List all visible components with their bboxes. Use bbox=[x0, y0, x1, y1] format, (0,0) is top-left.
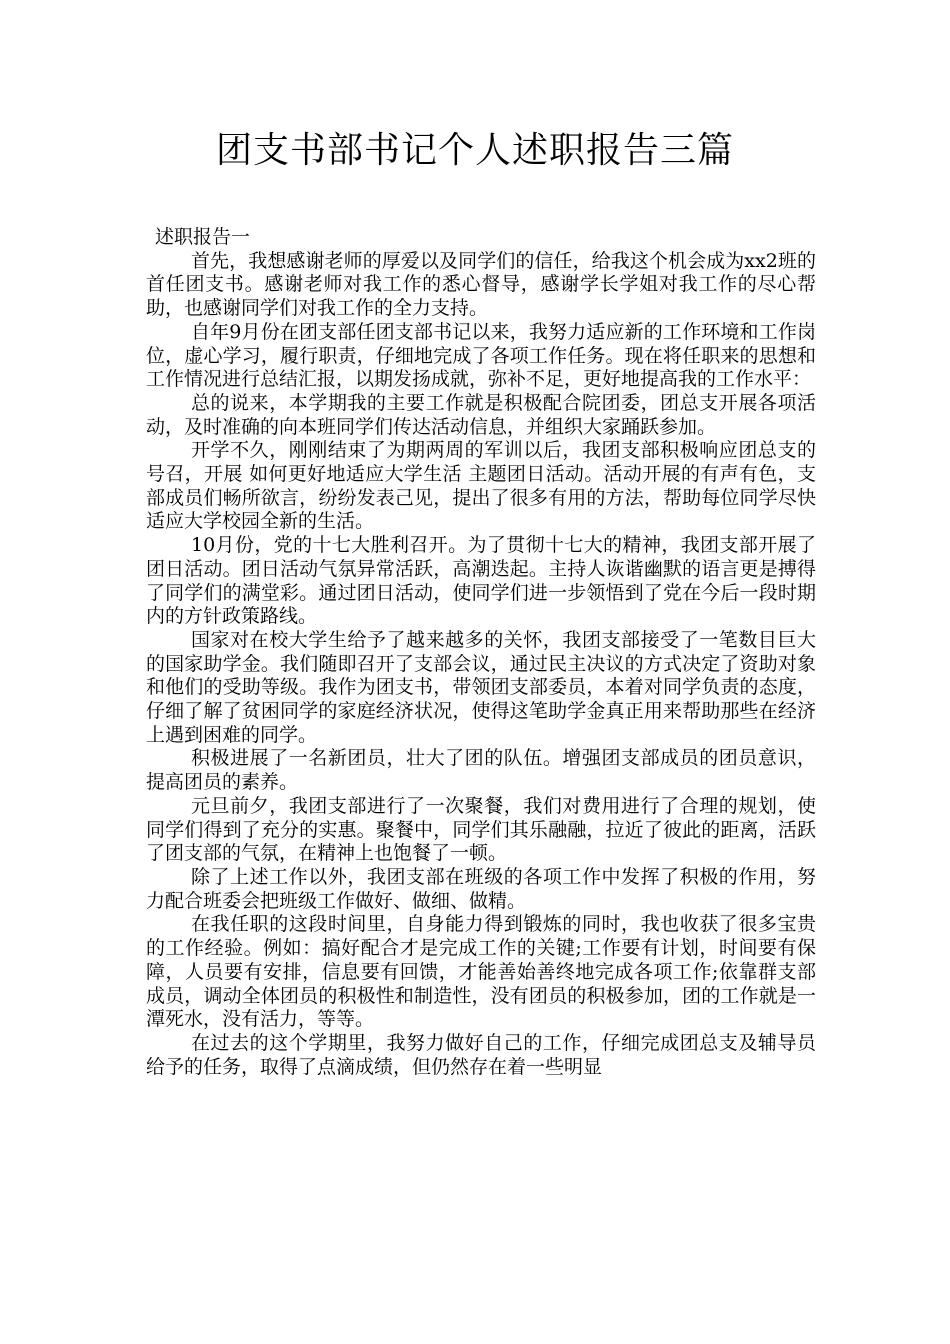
paragraph: 国家对在校大学生给予了越来越多的关怀，我团支部接受了一笔数目巨大的国家助学金。我们随即召开了支部会议，通过民主决议的方式决定了资助对象和他们的受助等级。我作为团支书，带领团支部委员，本着对同学负责的态度，仔细了解了贫困同学的家庭经济状况，使得这笔助学金真正用来帮助那些在经济上遇到困难的同学。 bbox=[146, 628, 816, 746]
paragraph: 在我任职的这段时间里，自身能力得到锻炼的同时，我也收获了很多宝贵的工作经验。例如：搞好配合才是完成工作的关键;工作要有计划，时间要有保障，人员要有安排，信息要有回馈，才能善始善终地完成各项工作;依靠群支部成员，调动全体团员的积极性和制造性，没有团员的积极参加，团的工作就是一潭死水，没有活力，等等。 bbox=[146, 913, 816, 1031]
section-heading: 述职报告一 bbox=[155, 226, 251, 248]
paragraph: 开学不久，刚刚结束了为期两周的军训以后，我团支部积极响应团总支的号召，开展 如何更好地适应大学生活 主题团日活动。活动开展的有声有色，支部成员们畅所欲言，纷纷发表己见，提出了很多有用的方法，帮助每位同学尽快适应大学校园全新的生活。 bbox=[146, 439, 816, 533]
paragraph: 积极进展了一名新团员，壮大了团的队伍。增强团支部成员的团员意识，提高团员的素养。 bbox=[146, 747, 816, 794]
paragraph: 总的说来，本学期我的主要工作就是积极配合院团委，团总支开展各项活动，及时准确的向本班同学们传达活动信息，并组织大家踊跃参加。 bbox=[146, 391, 816, 438]
paragraph: 元旦前夕，我团支部进行了一次聚餐，我们对费用进行了合理的规划，使同学们得到了充分的实惠。聚餐中，同学们其乐融融，拉近了彼此的距离，活跃了团支部的气氛，在精神上也饱餐了一顿。 bbox=[146, 794, 816, 865]
document-title: 团支书部书记个人述职报告三篇 bbox=[215, 130, 734, 171]
paragraph: 首先，我想感谢老师的厚爱以及同学们的信任，给我这个机会成为xx2班的首任团支书。感谢老师对我工作的悉心督导，感谢学长学姐对我工作的尽心帮助，也感谢同学们对我工作的全力支持。 bbox=[146, 249, 816, 320]
paragraph: 自年9月份在团支部任团支部书记以来，我努力适应新的工作环境和工作岗位，虚心学习，履行职责，仔细地完成了各项工作任务。现在将任职来的思想和工作情况进行总结汇报，以期发扬成就，弥补不足，更好地提高我的工作水平： bbox=[146, 320, 816, 391]
paragraph: 10月份，党的十七大胜利召开。为了贯彻十七大的精神，我团支部开展了团日活动。团日活动气氛异常活跃，高潮迭起。主持人诙谐幽默的语言更是搏得了同学们的满堂彩。通过团日活动，使同学们进一步领悟到了党在今后一段时期内的方针政策路线。 bbox=[146, 534, 816, 628]
document-body bbox=[146, 226, 816, 1079]
paragraph: 除了上述工作以外，我团支部在班级的各项工作中发挥了积极的作用，努力配合班委会把班级工作做好、做细、做精。 bbox=[146, 865, 816, 912]
paragraph: 在过去的这个学期里，我努力做好自己的工作，仔细完成团总支及辅导员给予的任务，取得了点滴成绩，但仍然存在着一些明显 bbox=[146, 1031, 816, 1078]
